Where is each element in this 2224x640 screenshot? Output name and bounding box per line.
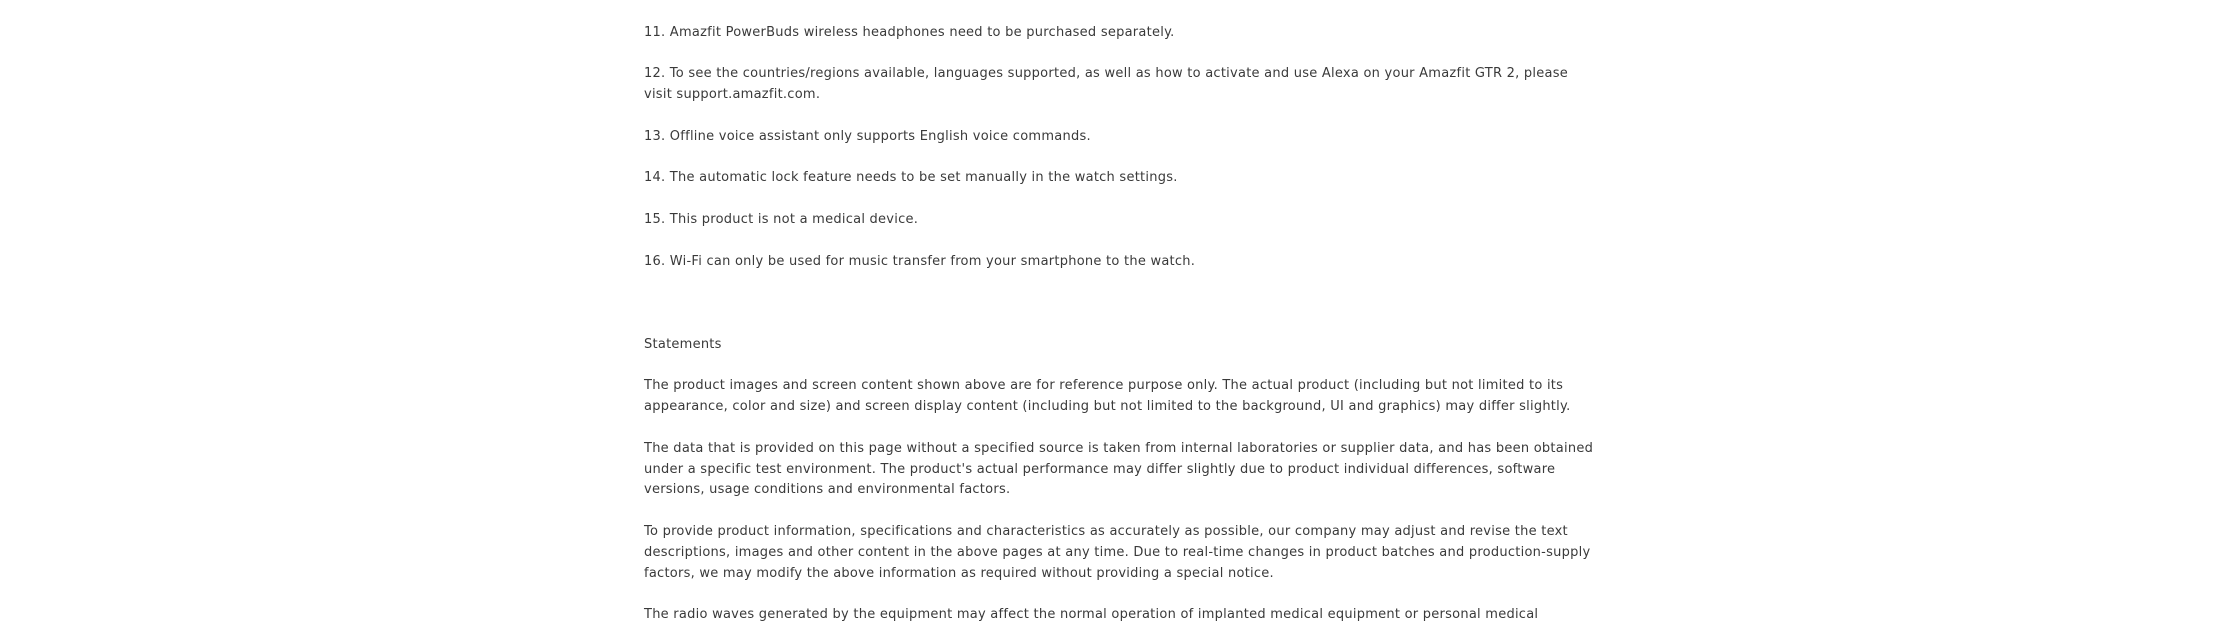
statement-reference-images: The product images and screen content shown above are for reference purpose only. The actual product (including but not limited to its appearance, color and size) and screen display content (including but not limited to the background, UI and graphics) may differ slightly.	[644, 378, 1571, 415]
footnote-15: 15. This product is not a medical device.	[644, 211, 919, 227]
statements-heading: Statements	[644, 336, 722, 352]
footnote-13: 13. Offline voice assistant only supports English voice commands.	[644, 128, 1091, 144]
footnote-16: 16. Wi-Fi can only be used for music transfer from your smartphone to the watch.	[644, 253, 1196, 269]
footnote-14: 14. The automatic lock feature needs to be set manually in the watch settings.	[644, 170, 1178, 186]
statement-radio-waves: The radio waves generated by the equipment may affect the normal operation of implanted medical equipment or personal medical	[644, 607, 1539, 623]
statement-content-revision: To provide product information, specifications and characteristics as accurately as possible, our company may adjust and revise the text descriptions, images and other content in the above pages at any time. Due to real-time changes in product batches and production-supply factors, we may modify the above information as required without providing a special notice.	[644, 523, 1591, 581]
footnotes-section	[644, 0, 1594, 640]
footnote-partial	[644, 0, 1594, 2]
footnote-11: 11. Amazfit PowerBuds wireless headphones need to be purchased separately.	[644, 24, 1175, 40]
footnote-12: 12. To see the countries/regions available, languages supported, as well as how to activate and use Alexa on your Amazfit GTR 2, please visit support.amazfit.com.	[644, 66, 1569, 103]
statement-data-source: The data that is provided on this page without a specified source is taken from internal laboratories or supplier data, and has been obtained under a specific test environment. The product's actual performance may differ slightly due to product individual differences, software versions, usage conditions and environmental factors.	[644, 440, 1594, 498]
